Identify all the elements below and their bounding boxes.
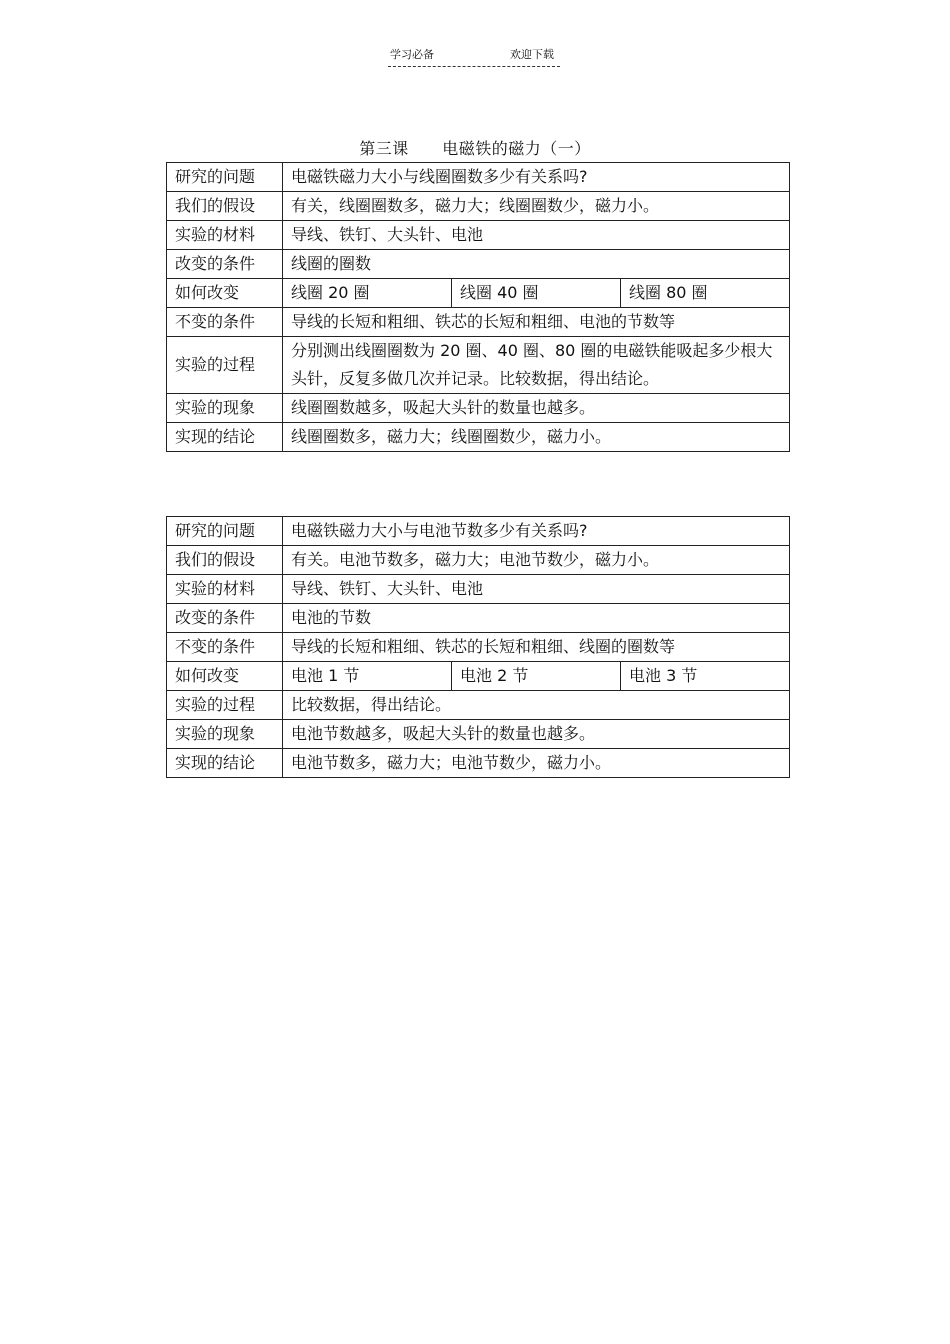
row-value: 电池节数越多，吸起大头针的数量也越多。: [283, 720, 790, 749]
row-label: 实现的结论: [167, 423, 283, 452]
row-label: 实验的材料: [167, 221, 283, 250]
variation-cell: 电池 2 节: [452, 662, 621, 691]
row-value: 线圈的圈数: [283, 250, 790, 279]
row-value: 导线的长短和粗细、铁芯的长短和粗细、电池的节数等: [283, 308, 790, 337]
table-row: [167, 720, 790, 749]
table-row: [167, 662, 790, 691]
row-label: 实现的结论: [167, 749, 283, 778]
header-right-text: 欢迎下载: [510, 48, 554, 61]
table-row: [167, 423, 790, 452]
row-label: 我们的假设: [167, 546, 283, 575]
row-label: 实验的过程: [167, 691, 283, 720]
row-label: 改变的条件: [167, 604, 283, 633]
table-row: [167, 691, 790, 720]
table-row: [167, 575, 790, 604]
experiment-table-battery-count: [166, 516, 790, 778]
variation-cell: 线圈 40 圈: [452, 279, 621, 308]
table-row: [167, 221, 790, 250]
table-row: [167, 337, 790, 394]
row-label: 研究的问题: [167, 517, 283, 546]
row-label: 研究的问题: [167, 163, 283, 192]
row-label: 如何改变: [167, 279, 283, 308]
row-label: 实验的现象: [167, 720, 283, 749]
row-value: 电磁铁磁力大小与线圈圈数多少有关系吗?: [283, 163, 790, 192]
row-label: 实验的过程: [167, 337, 283, 394]
row-value: 线圈圈数多，磁力大；线圈圈数少，磁力小。: [283, 423, 790, 452]
row-value: 导线、铁钉、大头针、电池: [283, 575, 790, 604]
row-value: 导线、铁钉、大头针、电池: [283, 221, 790, 250]
row-label: 如何改变: [167, 662, 283, 691]
row-value: 电池节数多，磁力大；电池节数少，磁力小。: [283, 749, 790, 778]
row-value: 电池的节数: [283, 604, 790, 633]
table-row: [167, 163, 790, 192]
table-row: [167, 279, 790, 308]
row-value: 有关。电池节数多，磁力大；电池节数少，磁力小。: [283, 546, 790, 575]
table-row: [167, 308, 790, 337]
row-label: 不变的条件: [167, 308, 283, 337]
table-row: [167, 192, 790, 221]
table-row: [167, 394, 790, 423]
variation-cell: 电池 1 节: [283, 662, 452, 691]
lesson-title: 第三课 电磁铁的磁力（一）: [359, 139, 591, 158]
row-value: 电磁铁磁力大小与电池节数多少有关系吗?: [283, 517, 790, 546]
experiment-table-coil-turns: [166, 162, 790, 452]
variation-cell: 电池 3 节: [621, 662, 790, 691]
table-row: [167, 250, 790, 279]
row-label: 我们的假设: [167, 192, 283, 221]
table-row: [167, 517, 790, 546]
table-row: [167, 633, 790, 662]
row-label: 实验的材料: [167, 575, 283, 604]
row-value: 导线的长短和粗细、铁芯的长短和粗细、线圈的圈数等: [283, 633, 790, 662]
header-left-text: 学习必备: [390, 48, 434, 61]
row-value: 比较数据，得出结论。: [283, 691, 790, 720]
row-value: 分别测出线圈圈数为 20 圈、40 圈、80 圈的电磁铁能吸起多少根大头针，反复多做几次并记录。比较数据，得出结论。: [283, 337, 790, 394]
row-label: 实验的现象: [167, 394, 283, 423]
page-header: [388, 44, 560, 67]
variation-cell: 线圈 80 圈: [621, 279, 790, 308]
row-label: 不变的条件: [167, 633, 283, 662]
table-row: [167, 546, 790, 575]
row-value: 线圈圈数越多，吸起大头针的数量也越多。: [283, 394, 790, 423]
variation-cell: 线圈 20 圈: [283, 279, 452, 308]
row-value: 有关，线圈圈数多，磁力大；线圈圈数少，磁力小。: [283, 192, 790, 221]
table-row: [167, 604, 790, 633]
row-label: 改变的条件: [167, 250, 283, 279]
table-row: [167, 749, 790, 778]
